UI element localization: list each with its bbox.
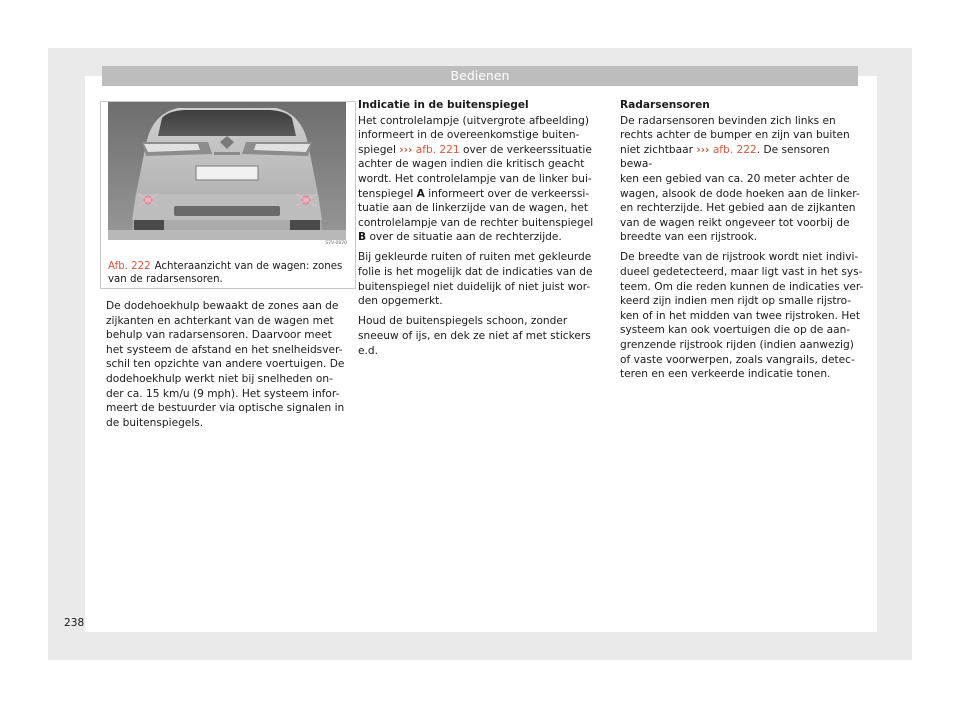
link-afb-222[interactable]: afb. 222 [712, 143, 757, 156]
heading-radar-sensors: Radarsensoren [620, 99, 710, 111]
intro-paragraph: De dodehoekhulp bewaakt de zones aan de zijkanten en achterkant van de wagen met behulp van radarsensoren. Daarvoor meet het systeem de afstand en het snelheidsver- schil ten opzichte van andere voertuigen. De dodehoekhulp werkt niet bij snelheden on- der ca. 15 km/u (9 mph). Het systeem infor- meert de bestuurder via optische signalen in de buitenspiegels. [106, 300, 345, 429]
caption-text: Achteraanzicht van de wagen: zones van de radarsensoren. [108, 261, 343, 285]
letter-a: A [416, 187, 425, 200]
column-2 [358, 98, 598, 364]
section-header: Bedienen [102, 66, 858, 86]
link-afb-221[interactable]: afb. 221 [415, 143, 460, 156]
paragraph-mirror-3: Houd de buitenspiegels schoon, zonder sneeuw of ijs, en dek ze niet af met stickers e.d. [358, 315, 591, 357]
figure-caption [108, 260, 348, 286]
paragraph-radar-2: De breedte van de rijstrook wordt niet indivi- dueel gedetecteerd, maar ligt vast in het sys- teem. Om die reden kunnen de indicaties ver- keerd zijn indien men rijdt op smalle rijstro- ken of in het midden van twee rijstroken. Het systeem kan ook voertuigen die op de aan- grenzende rijstrook rijden (indien aanwezig) of vaste voorwerpen, zoals vangrails, detec- teren en een verkeerde indicatie tonen. [620, 251, 864, 381]
figure-222 [100, 101, 356, 289]
cross-ref-arrow: ››› [399, 143, 413, 156]
paragraph-mirror-1: Het controlelampje (uitvergrote afbeelding) informeert in de overeenkomstige buiten- spiegel ››› afb. 221 over de verkeerssituatie achter de wagen indien die kritisch geacht wordt. Het controlelampje van de linker bui- tenspiegel A informeert over de verkeerssi- tuatie aan de linkerzijde van de wagen, het controlelampje van de rechter buitenspiegel B over de situatie aan de rechterzijde. [358, 114, 594, 244]
column-3 [620, 98, 865, 387]
car-rear-photo [108, 102, 346, 248]
paragraph-mirror-2: Bij gekleurde ruiten of ruiten met gekleurde folie is het mogelijk dat de indicaties van de buitenspiegel niet duidelijk of niet juist wor- den opgemerkt. [358, 251, 593, 308]
cross-ref-arrow: ››› [696, 143, 710, 156]
figure-code: S7V-0870 [325, 241, 347, 246]
caption-label: Afb. 222 [108, 261, 151, 272]
heading-mirror-indication: Indicatie in de buitenspiegel [358, 99, 529, 111]
letter-b: B [358, 231, 367, 244]
page-number: 238 [64, 617, 85, 629]
column-1 [106, 299, 356, 436]
paragraph-radar-1: De radarsensoren bevinden zich links en rechts achter de bumper en zijn van buiten niet zichtbaar ››› afb. 222. De sensoren bewa- ken een gebied van ca. 20 meter achter de wagen, alsook de dode hoeken aan de linker- en rechterzijde. Het gebied aan de zijkanten van de wagen reikt ongeveer tot voorbij de breedte van een rijstrook. [620, 114, 860, 244]
